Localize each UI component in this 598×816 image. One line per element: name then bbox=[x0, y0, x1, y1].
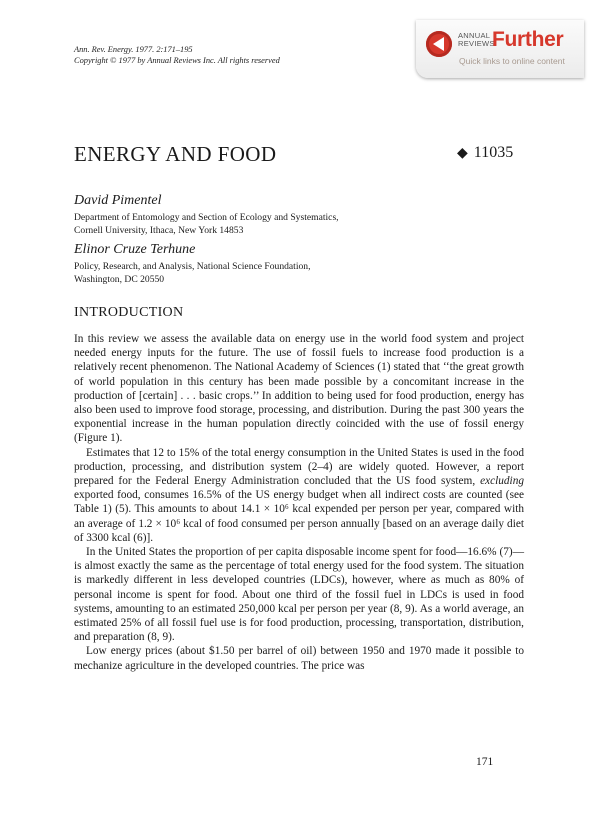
author-affiliation-1 bbox=[74, 211, 339, 237]
paragraph-text: In the United States the proportion of per capita disposable income spent for food—16.6% (7)—is almost exactly the same as the percentage of total energy used for the food system. The situation is markedly different in less developed countries (LDCs), however, where as much as 80% of personal income is spent for food. About one third of the fossil fuel in LDCs is used in food systems, amounting to an estimated 250,000 kcal per person per year (8, 9). As a world average, an estimated 25% of all fossil fuel use is for food production, processing, transportation, distribution, and preparation (8, 9). bbox=[74, 546, 524, 644]
emphasis-text: excluding bbox=[480, 475, 524, 488]
citation-line-1: Ann. Rev. Energy. 1977. 2:171–195 bbox=[74, 45, 193, 54]
affiliation-line: Policy, Research, and Analysis, National Science Foundation, bbox=[74, 261, 311, 272]
author-affiliation-2 bbox=[74, 260, 311, 286]
affiliation-line: Cornell University, Ithaca, New York 14853 bbox=[74, 225, 244, 236]
body-paragraph bbox=[74, 545, 524, 644]
article-id-number: 11035 bbox=[473, 144, 514, 161]
paragraph-text: Low energy prices (about $1.50 per barrel of oil) between 1950 and 1970 made it possible to mechanize agriculture in the developed countries. The price was bbox=[74, 645, 524, 672]
body-paragraph bbox=[74, 332, 524, 446]
affiliation-line: Department of Entomology and Section of Ecology and Systematics, bbox=[74, 212, 339, 223]
body-paragraph bbox=[74, 446, 524, 545]
paragraph-text: In this review we assess the available data on energy use in the world food system and project needed energy inputs for the future. The use of fossil fuels to increase food production is a relatively recent phenomenon. The National Academy of Sciences (1) stated that ‘‘the great growth of world population in this century has been made possible by a concomitant increase in the production of [certain] . . . basic crops.’’ In addition to being used for food production, energy has also been used to improve food storage, processing, and distribution. During the past 300 years the exponential increase in the human population directly coincided with the use of fossil energy (Figure 1). bbox=[74, 333, 524, 445]
journal-citation bbox=[74, 44, 280, 66]
affiliation-line: Washington, DC 20550 bbox=[74, 274, 165, 285]
further-badge[interactable] bbox=[416, 20, 584, 78]
paragraph-text: exported food, consumes 16.5% of the US energy budget when all indirect costs are counted (see Table 1) (5). This amounts to about 14.1 × 10⁶ kcal expended per person per year, compared with an average of 1.2 × 10⁶ kcal of food consumed per person annually [based on an average daily diet of 3300 kcal (6)]. bbox=[74, 489, 524, 544]
annual-reviews-logo-icon bbox=[426, 31, 452, 57]
diamond-icon: ◆ bbox=[457, 146, 468, 161]
section-heading: INTRODUCTION bbox=[74, 305, 184, 320]
body-text bbox=[74, 332, 524, 673]
page-number: 171 bbox=[476, 756, 494, 768]
badge-subtitle: Quick links to online content bbox=[459, 56, 565, 66]
citation-line-2: Copyright © 1977 by Annual Reviews Inc. All rights reserved bbox=[74, 56, 280, 65]
article-id bbox=[457, 144, 513, 162]
badge-further-label: Further bbox=[492, 28, 564, 51]
body-paragraph bbox=[74, 644, 524, 672]
article-title: ENERGY AND FOOD bbox=[74, 142, 277, 166]
badge-publisher-label: ANNUAL REVIEWS bbox=[458, 31, 495, 48]
author-name-1: David Pimentel bbox=[74, 193, 162, 208]
author-name-2: Elinor Cruze Terhune bbox=[74, 242, 196, 257]
paragraph-text: Estimates that 12 to 15% of the total energy consumption in the United States is used in the food production, processing, and distribution system (2–4) are widely quoted. However, a report prepared for the Federal Energy Administration concluded that the US food system, bbox=[74, 446, 524, 488]
